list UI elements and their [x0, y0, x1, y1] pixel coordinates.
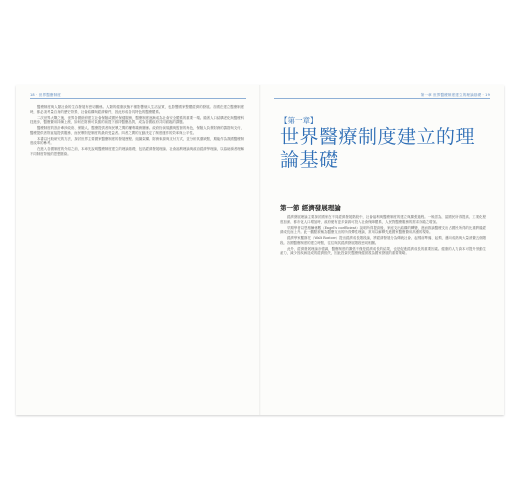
left-page — [16, 85, 260, 415]
header-rule-left — [30, 98, 246, 99]
chapter-label: 【第一章】 — [280, 116, 318, 125]
right-paragraph: 此外，經濟發展理論亦強調，醫療制度的擴張不僅是經濟成長的結果，也是促進經濟成長的重要因素。健康的人力資本可提升勞動生產力，減少因疾病造成的經濟損失，因此投資於醫療保健被視為國家發展的重要策略。 — [280, 246, 486, 256]
right-body-text — [280, 215, 486, 257]
right-page — [260, 85, 504, 415]
book-spread — [16, 85, 504, 415]
right-paragraph: 經濟學家羅斯托（Walt Rostow）提出經濟成長階段論，將經濟發展分為傳統社會、起飛前準備、起飛、邁向成熟與大量消費五個階段。各國醫療制度的建立時點，往往與其經濟發展階段密切相關。 — [280, 236, 486, 245]
running-head-right: 第一章 世界醫療制度建立的理論基礎 · 19 — [420, 93, 490, 97]
left-paragraph: 醫療制度的設計牽涉政府、保險人、醫療提供者與民眾之間的權利義務關係。政府扮演規劃與監督的角色，保險人負責財務的籌措與支付，醫療提供者則直接提供服務，而民眾則是制度的最終受益者。四者之間的互動決定了制度運作的效率與公平性。 — [30, 126, 244, 135]
left-paragraph: 二次世界大戰之後，世界各國紛紛建立社會保險或國民保健服務，醫療制度逐漸成為社會安全體系的重要一環。隨著人口結構老化與醫療科技進步，醫療費用持續上漲，如何在財務可負擔的前提下維持醫療品質，成為各國政府共同面臨的課題。 — [30, 115, 244, 125]
left-paragraph: 本書以比較研究的方法，探討世界主要國家醫療制度的發展歷程、組織架構、財務來源與支付方式，並分析其優缺點，期能作為我國醫療制度改革的參考。 — [30, 136, 244, 146]
left-body-text — [30, 105, 244, 158]
left-paragraph: 醫療制度與人類社會的生存發展有密切關係。人類的健康狀態不僅影響個人生活品質，也影響國家整體經濟的發展。各國在建立醫療制度時，都必須考量自身的歷史背景、社會結構與經濟條件，因此形成各具特色的醫療體系。 — [30, 105, 244, 114]
section-heading: 第一節 經濟發展理論 — [280, 204, 341, 212]
header-rule-right — [274, 98, 490, 99]
left-paragraph: 在進入各國制度的介紹之前，本章先說明醫療制度建立的理論基礎，包括經濟發展理論、社會福利理論與政治經濟學理論，以協助讀者理解不同制度背後的思想脈絡。 — [30, 147, 244, 157]
chapter-title: 世界醫療制度建立的理論基礎 — [280, 126, 476, 171]
running-head-left: 18 · 世界醫療制度 — [30, 93, 61, 97]
right-paragraph: 經濟發展理論主要探討國家在不同經濟發展階段中，社會福利與醫療制度的建立與擴張過程。一般認為，當國民所得提高、工業化程度加深、都市化人口增加時，政府便有更多資源可投入社會保障體系，人民對醫療服務的需求亦隨之增加。 — [280, 215, 486, 224]
right-paragraph: 早期學者以恩格爾係數（Engel's coefficient）說明所得提高後，家庭支出結構的轉變，進而推論醫療支出占國民所得的比重將隨經濟成長而上升。此一觀點被稱為醫療支出的所得彈性理論，常用以解釋先進國家醫療費用高漲的現象。 — [280, 225, 486, 235]
